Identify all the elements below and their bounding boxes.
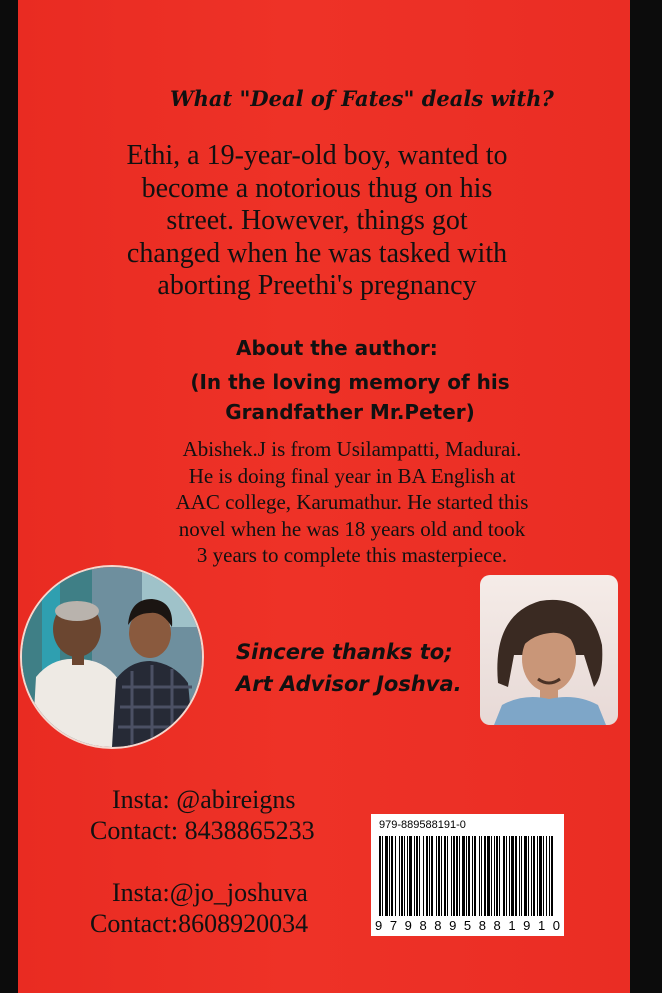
- barcode-bar: [524, 836, 527, 916]
- barcode-bar: [491, 836, 492, 916]
- barcode-bar: [474, 836, 476, 916]
- synopsis-line: changed when he was tasked with: [126, 237, 508, 269]
- barcode-digit: 8: [434, 918, 442, 933]
- barcode-bars: [379, 836, 557, 916]
- bio-line: AAC college, Karumathur. He started this: [175, 490, 529, 514]
- bio-line: Abishek.J is from Usilampatti, Madurai.: [182, 437, 522, 461]
- contact-info: [90, 784, 315, 939]
- book-edge-left: [0, 0, 18, 993]
- acknowledgement-line: Art Advisor Joshva.: [236, 672, 462, 696]
- barcode-bar: [385, 836, 388, 916]
- about-author-heading: About the author:: [236, 336, 438, 360]
- advisor-instagram: Insta:@jo_joshuva: [112, 878, 308, 907]
- barcode-bar: [543, 836, 544, 916]
- barcode-bar: [539, 836, 542, 916]
- bio-line: novel when he was 18 years old and took: [178, 516, 526, 541]
- barcode-digit: 8: [493, 918, 501, 933]
- barcode-bar: [382, 836, 383, 916]
- barcode-bar: [447, 836, 448, 916]
- barcode-bar: [546, 836, 547, 916]
- book-edge-right: [630, 0, 662, 993]
- barcode-digit: 9: [449, 918, 457, 933]
- barcode-bar: [511, 836, 514, 916]
- barcode-digit: 7: [389, 918, 398, 933]
- barcode-bar: [419, 836, 420, 916]
- barcode-bar: [519, 836, 520, 916]
- isbn-barcode: [371, 814, 564, 936]
- barcode-bar: [499, 836, 500, 916]
- barcode-digit: 1: [508, 918, 516, 933]
- barcode-bar: [438, 836, 440, 916]
- isbn-number: 979-889588191-0: [379, 819, 466, 831]
- barcode-bar: [401, 836, 403, 916]
- barcode-bar: [533, 836, 535, 916]
- synopsis-line: Ethi, a 19-year-old boy, wanted to: [126, 140, 508, 171]
- barcode-bar: [521, 836, 522, 916]
- memorial-dedication: [150, 367, 550, 427]
- barcode-digit: 9: [375, 918, 383, 933]
- barcode-bar: [429, 836, 430, 916]
- barcode-bar: [459, 836, 460, 916]
- barcode-digit: 8: [478, 918, 486, 933]
- barcode-bar: [426, 836, 428, 916]
- synopsis-text: [80, 140, 554, 303]
- barcode-bar: [404, 836, 405, 916]
- acknowledgement-line: Sincere thanks to;: [236, 640, 453, 664]
- barcode-bar: [515, 836, 517, 916]
- barcode-bar: [389, 836, 390, 916]
- synopsis-question: What "Deal of Fates" deals with?: [170, 86, 554, 111]
- barcode-bar: [466, 836, 467, 916]
- barcode-bar: [481, 836, 482, 916]
- barcode-bar: [494, 836, 495, 916]
- art-advisor-photo: [480, 575, 618, 725]
- barcode-digit: 9: [404, 918, 412, 933]
- bio-line: 3 years to complete this masterpiece.: [196, 543, 508, 567]
- barcode-bar: [531, 836, 532, 916]
- barcode-digits: [375, 918, 560, 933]
- synopsis-line: street. However, things got: [166, 205, 468, 236]
- barcode-bar: [506, 836, 507, 916]
- barcode-digit: 8: [419, 918, 427, 933]
- barcode-bar: [549, 836, 550, 916]
- author-phone: Contact: 8438865233: [90, 816, 315, 845]
- author-instagram: Insta: @abireigns: [112, 785, 296, 814]
- barcode-bar: [468, 836, 470, 916]
- barcode-bar: [444, 836, 446, 916]
- barcode-bar: [456, 836, 458, 916]
- barcode-bar: [441, 836, 442, 916]
- barcode-digit: 0: [552, 918, 560, 933]
- barcode-bar: [391, 836, 393, 916]
- barcode-bar: [496, 836, 498, 916]
- barcode-bar: [462, 836, 465, 916]
- synopsis-line: aborting Preethi's pregnancy: [157, 270, 477, 301]
- bio-line: He is doing final year in BA English at: [188, 463, 516, 488]
- barcode-bar: [416, 836, 418, 916]
- barcode-bar: [407, 836, 408, 916]
- contact-spacer: [90, 846, 315, 877]
- barcode-bar: [453, 836, 455, 916]
- acknowledgement: [236, 636, 462, 700]
- barcode-bar: [409, 836, 412, 916]
- barcode-digit: 5: [463, 918, 472, 933]
- barcode-bar: [479, 836, 480, 916]
- barcode-bar: [509, 836, 510, 916]
- memorial-line: (In the loving memory of his: [190, 370, 510, 394]
- barcode-bar: [423, 836, 424, 916]
- barcode-bar: [551, 836, 553, 916]
- synopsis-line: become a notorious thug on his: [141, 172, 493, 204]
- barcode-bar: [395, 836, 396, 916]
- barcode-digit: 9: [523, 918, 531, 933]
- barcode-bar: [414, 836, 415, 916]
- author-bio: [104, 436, 600, 569]
- memorial-line: Grandfather Mr.Peter): [225, 400, 475, 424]
- author-grandfather-photo: [20, 565, 204, 749]
- barcode-bar: [431, 836, 433, 916]
- barcode-bar: [503, 836, 505, 916]
- barcode-bar: [537, 836, 538, 916]
- barcode-bar: [487, 836, 490, 916]
- barcode-digit: 1: [537, 918, 546, 933]
- barcode-bar: [399, 836, 400, 916]
- barcode-bar: [484, 836, 486, 916]
- barcode-bar: [451, 836, 452, 916]
- barcode-bar: [436, 836, 437, 916]
- barcode-bar: [472, 836, 473, 916]
- barcode-bar: [379, 836, 381, 916]
- barcode-bar: [528, 836, 529, 916]
- advisor-phone: Contact:8608920034: [90, 909, 309, 938]
